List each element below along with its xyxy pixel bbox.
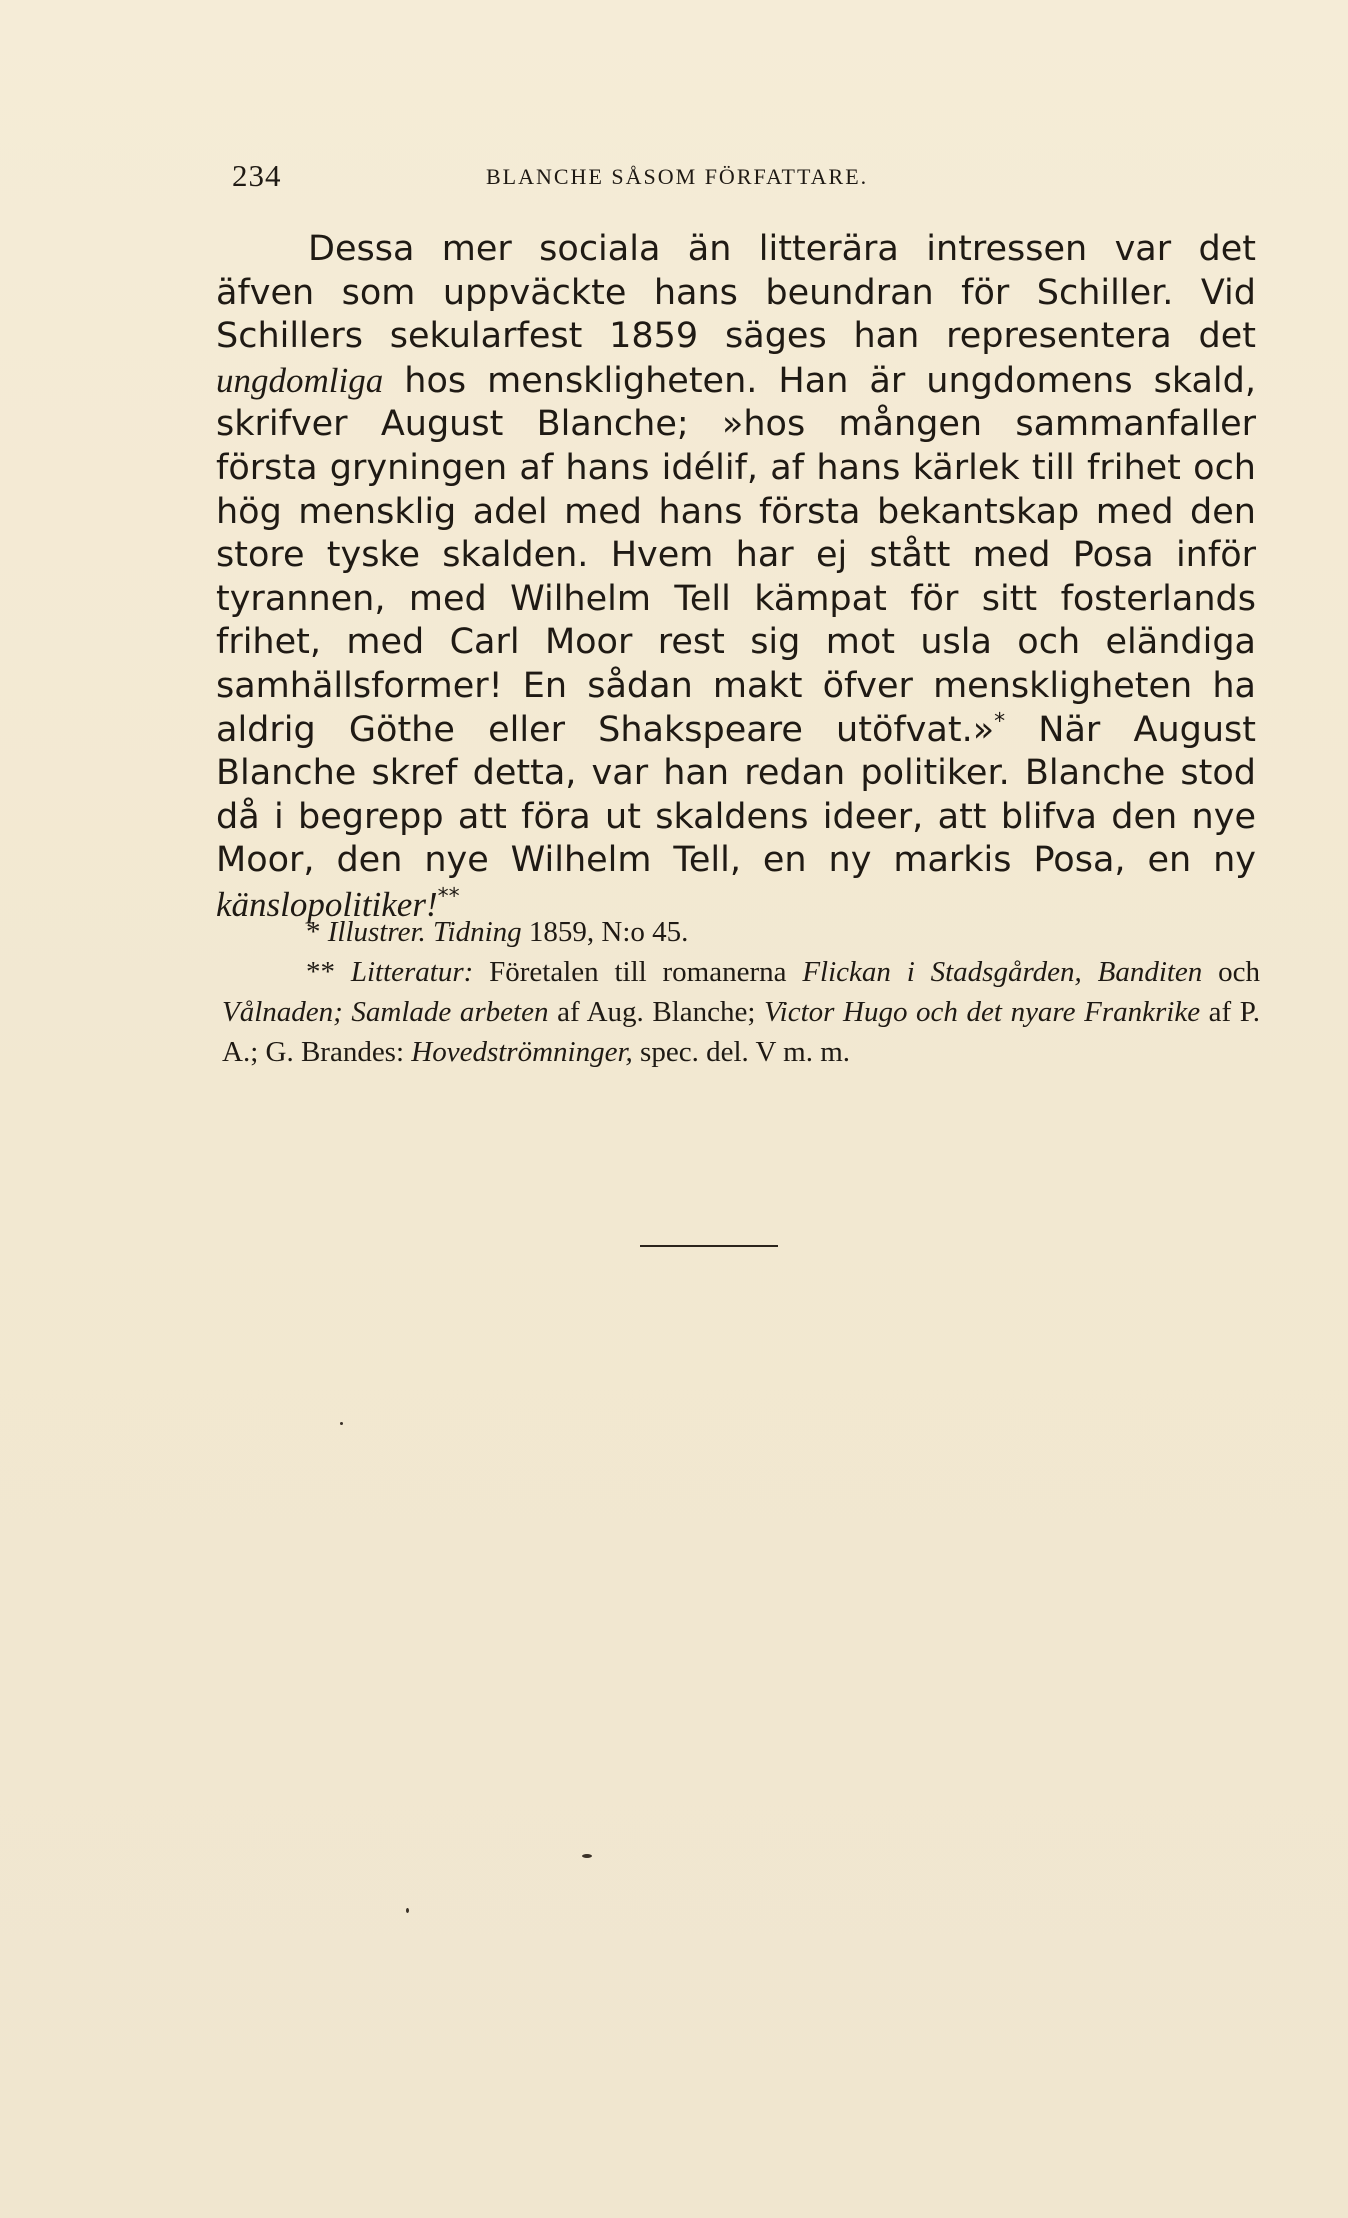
body-text-1: Dessa mer sociala än litterära intressen var det äfven som uppväckte hans beundran för Schiller. Vid Schillers sekularfest 1859 säges han representera det [216, 229, 1256, 357]
footnote-2-italic-1: Litteratur: [350, 956, 474, 988]
footnote-2-text-1: Företalen till romanerna [473, 956, 803, 988]
footnote-2-italic-2: Flickan i Stadsgården, Banditen [802, 956, 1203, 988]
body-italic-2: känslopolitiker! [216, 884, 438, 924]
body-italic-1: ungdomliga [216, 360, 384, 400]
footnotes [222, 912, 1260, 1072]
body-text-2: hos menskligheten. Han är ungdomens skald, skrifver August Blanche; »hos mången sammanfaller första gryningen af hans idélif, af hans kärlek till frihet och hög mensklig adel med hans första bekantskap med den store tyske skalden. Hvem har ej stått med Posa inför tyrannen, med Wilhelm Tell kämpat för sitt fosterlands frihet, med Carl Moor rest sig mot usla och eländiga samhällsformer! En sådan makt öfver menskligheten ha aldrig Göthe eller Shakspeare utöfvat.» [216, 360, 1256, 750]
footnote-1-italic: Illustrer. Tidning [327, 916, 522, 948]
running-head: BLANCHE SÅSOM FÖRFATTARE. [486, 164, 869, 189]
ink-speck [406, 1908, 409, 1913]
footnote-2-mark: ** [306, 956, 335, 988]
footnote-ref-2: ** [437, 884, 460, 910]
page-number: 234 [232, 158, 282, 193]
footnote-2-italic-3: Vålnaden; Samlade arbeten [222, 996, 549, 1028]
body-paragraph [216, 228, 1256, 928]
footnote-2-text-5: spec. del. V m. m. [632, 1036, 851, 1068]
footnote-1-text: 1859, N:o 45. [521, 916, 689, 948]
footnote-1 [222, 912, 1260, 952]
footnote-2-text-3: af Aug. Blanche; [548, 996, 765, 1028]
footnote-2-italic-4: Victor Hugo och det nyare Frankrike [764, 996, 1201, 1028]
ink-speck [340, 1422, 343, 1425]
end-rule [640, 1245, 778, 1247]
ink-speck [582, 1854, 592, 1858]
footnote-2-text-4: af P. A.; G. Brandes: [222, 996, 1260, 1068]
footnote-1-mark: * [306, 916, 321, 948]
footnote-2-italic-5: Hovedströmninger, [411, 1036, 633, 1068]
footnote-ref-1: * [994, 708, 1006, 734]
footnote-2-text-2: och [1202, 956, 1261, 988]
footnote-2 [222, 952, 1260, 1072]
body-text-3: När August Blanche skref detta, var han redan politiker. Blanche stod då i begrepp att föra ut skaldens ideer, att blifva den nye Moor, den nye Wilhelm Tell, en ny markis Posa, en ny [216, 709, 1256, 881]
page-header [232, 158, 1264, 198]
